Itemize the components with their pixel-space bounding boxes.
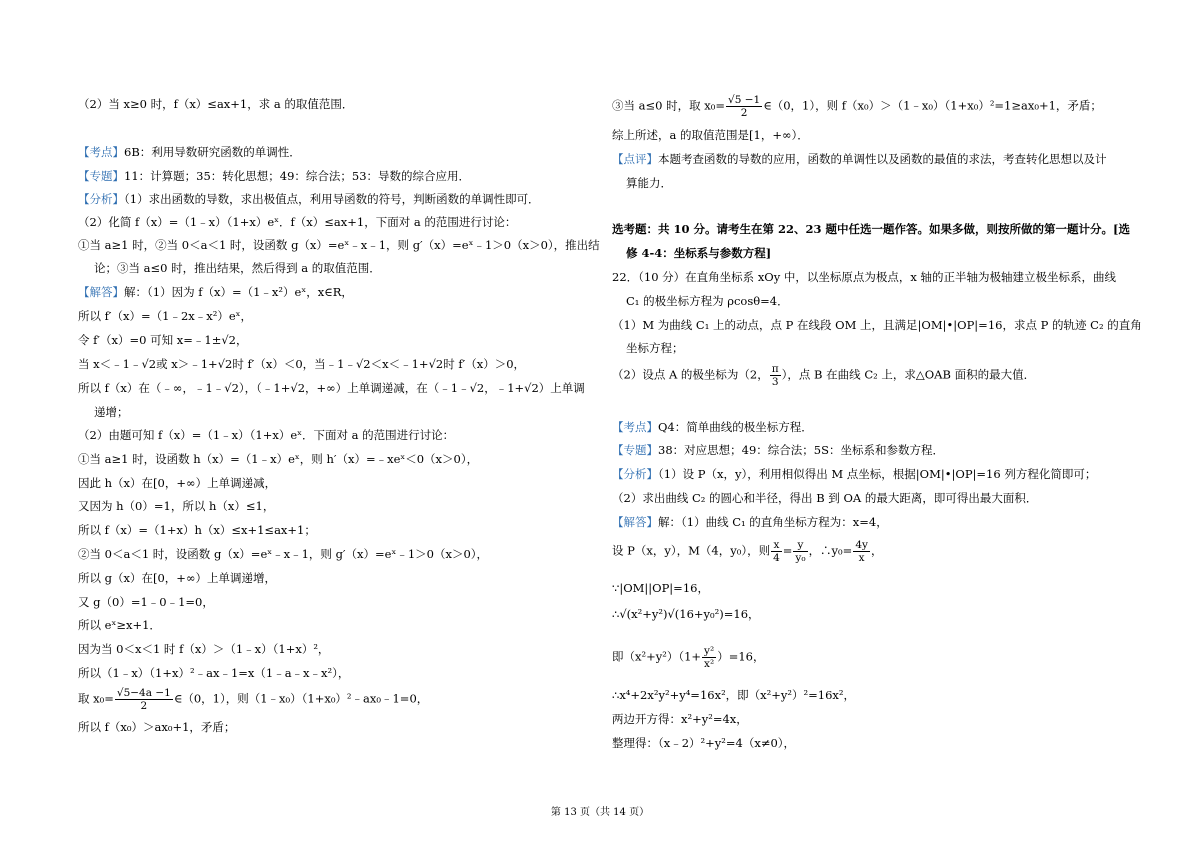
jieda-tag: 【解答】 xyxy=(78,285,124,299)
solution-line-fraction xyxy=(78,687,428,712)
question-2-text: （2）当 x≥0 时，f（x）≤ax+1，求 a 的取值范围． xyxy=(78,97,354,111)
fenxi-text-3: ①当 a≥1 时，②当 0＜a＜1 时，设函数 g（x）=eˣ﹣x﹣1，则 g′（x）=eˣ﹣1＞0（x＞0），推出结 xyxy=(78,238,600,252)
fraction-denominator: 4 xyxy=(773,552,780,564)
fraction-numerator: √5 −1 xyxy=(728,94,761,106)
kaodian-line xyxy=(612,420,813,434)
fraction-denominator: 2 xyxy=(140,700,148,712)
jieda-line xyxy=(78,285,353,299)
text-segment: ③当 a≤0 时，取 x₀= xyxy=(612,98,726,113)
fraction-denominator: y₀ xyxy=(795,552,806,564)
fenxi-text-1: （1）求出函数的导数，求出极值点，利用导函数的符号，判断函数的单调性即可． xyxy=(124,192,540,206)
text-segment: ∈（0，1），则 f（x₀）＞（1﹣x₀）（1+x₀）²=1≥ax₀+1，矛盾； xyxy=(763,98,1102,113)
kaodian-text: 6B：利用导数研究函数的单调性． xyxy=(124,145,301,159)
solution-line: ∴√(x²+y²)√(16+y₀²)=16， xyxy=(612,607,760,621)
solution-line: 又因为 h（0）=1，所以 h（x）≤1， xyxy=(78,499,275,513)
text-segment: ，∴y₀= xyxy=(808,543,853,558)
solution-line: 所以 eˣ≥x+1． xyxy=(78,618,161,632)
solution-line: 又 g（0）=1﹣0﹣1=0， xyxy=(78,595,214,609)
fraction xyxy=(770,363,781,388)
fraction-denominator: x² xyxy=(704,658,715,670)
zhuanti-line xyxy=(78,169,470,183)
solution-line: 两边开方得：x²+y²=4x， xyxy=(612,712,748,726)
solution-line: 整理得：（x﹣2）²+y²=4（x≠0）， xyxy=(612,736,796,750)
kaodian-tag: 【考点】 xyxy=(78,145,124,159)
solution-line: 所以 f′（x）=（1﹣2x﹣x²）eˣ， xyxy=(78,309,253,323)
zhuanti-tag: 【专题】 xyxy=(612,443,658,457)
solution-line: 因此 h（x）在[0，+∞）上单调递减， xyxy=(78,476,277,490)
zhuanti-tag: 【专题】 xyxy=(78,169,124,183)
dianping-line xyxy=(612,152,1107,166)
elective-heading-1: 选考题：共 10 分。请考生在第 22、23 题中任选一题作答。如果多做，则按所做的第一题计分。[选 xyxy=(612,222,1130,236)
fenxi-text-2: （2）化简 f（x）=（1﹣x）（1+x）eˣ．f（x）≤ax+1，下面对 a 的范围进行讨论： xyxy=(78,215,517,229)
fenxi-text-1: （1）设 P（x，y），利用相似得出 M 点坐标，根据|OM|•|OP|=16 列方程化简即可； xyxy=(658,467,1097,481)
solution-line-fractions xyxy=(612,539,882,564)
question-22-part1: 坐标方程； xyxy=(626,341,684,355)
text-segment: 即（x²+y²）（1+ xyxy=(612,649,702,664)
solution-line: ①当 a≥1 时，设函数 h（x）=（1﹣x）eˣ，则 h′（x）=﹣xeˣ＜0（x＞0）， xyxy=(78,452,479,466)
text-segment: 取 x₀= xyxy=(78,691,114,706)
kaodian-tag: 【考点】 xyxy=(612,420,658,434)
text-segment: ），点 B 在曲线 C₂ 上，求△OAB 面积的最大值． xyxy=(781,367,1036,382)
fenxi-text-4: 论；③当 a≤0 时，推出结果，然后得到 a 的取值范围． xyxy=(94,261,381,275)
fraction xyxy=(726,94,762,119)
fraction-numerator: 4y xyxy=(855,539,868,551)
solution-line: 当 x＜﹣1﹣√2或 x＞﹣1+√2时 f′（x）＜0，当﹣1﹣√2＜x＜﹣1+√2时 f′（x）＞0， xyxy=(78,357,526,371)
fraction-denominator: 2 xyxy=(740,107,748,119)
jieda-text-1: 解：（1）曲线 C₁ 的直角坐标方程为：x=4， xyxy=(658,515,888,529)
dianping-tag: 【点评】 xyxy=(612,152,658,166)
case-3-line xyxy=(612,94,1102,119)
dianping-text-1: 本题考查函数的导数的应用，函数的单调性以及函数的最值的求法，考查转化思想以及计 xyxy=(658,152,1107,166)
kaodian-line xyxy=(78,145,301,159)
fraction xyxy=(793,539,807,564)
fraction xyxy=(702,645,716,670)
fraction-numerator: y² xyxy=(704,645,715,657)
solution-line: ②当 0＜a＜1 时，设函数 g（x）=eˣ﹣x﹣1，则 g′（x）=eˣ﹣1＞0（x＞0）， xyxy=(78,547,489,561)
solution-line-fraction xyxy=(612,645,764,670)
solution-line: 所以（1﹣x）（1+x）²﹣ax﹣1=x（1﹣a﹣x﹣x²）， xyxy=(78,666,350,680)
fraction xyxy=(115,687,173,712)
fraction-numerator: y xyxy=(793,539,807,552)
text-segment: ）=16， xyxy=(717,649,765,664)
zhuanti-text: 11：计算题；35：转化思想；49：综合法；53：导数的综合应用． xyxy=(124,169,471,183)
solution-line: 所以 f（x）=（1+x）h（x）≤x+1≤ax+1； xyxy=(78,523,316,537)
solution-line: 所以 f（x）在（﹣∞，﹣1﹣√2），（﹣1+√2，+∞）上单调递减，在（﹣1﹣√2，﹣1+√2）上单调 xyxy=(78,381,585,395)
question-22-text: 22．（10 分）在直角坐标系 xOy 中，以坐标原点为极点，x 轴的正半轴为极轴建立极坐标系，曲线 xyxy=(612,270,1117,284)
solution-line: 因为当 0＜x＜1 时 f（x）＞（1﹣x）（1+x）²， xyxy=(78,642,330,656)
fraction xyxy=(853,539,870,564)
solution-line: ∵|OM||OP|=16， xyxy=(612,581,709,595)
fraction-numerator: √5−4a −1 xyxy=(116,687,171,699)
jieda-tag: 【解答】 xyxy=(612,515,658,529)
page-footer: 第 13 页（共 14 页） xyxy=(550,807,650,818)
solution-line: 递增； xyxy=(94,405,129,419)
text-segment: ， xyxy=(870,543,883,558)
conclusion-line: 综上所述，a 的取值范围是[1，+∞）． xyxy=(612,128,809,142)
fenxi-text-2: （2）求出曲线 C₂ 的圆心和半径，得出 B 到 OA 的最大距离，即可得出最大面积． xyxy=(612,491,1038,505)
text-segment: = xyxy=(782,543,793,558)
zhuanti-text: 38：对应思想；49：综合法；5S：坐标系和参数方程． xyxy=(658,443,944,457)
fraction-numerator: x xyxy=(771,539,782,552)
fenxi-tag: 【分析】 xyxy=(612,467,658,481)
solution-line: （2）由题可知 f（x）=（1﹣x）（1+x）eˣ．下面对 a 的范围进行讨论： xyxy=(78,428,455,442)
question-22-text: C₁ 的极坐标方程为 ρcosθ=4． xyxy=(626,294,789,308)
fraction-denominator: 3 xyxy=(771,376,779,388)
fraction xyxy=(771,539,782,564)
jieda-line xyxy=(612,515,888,529)
solution-line: 令 f′（x）=0 可知 x=﹣1±√2， xyxy=(78,333,248,347)
elective-heading-2: 修 4-4：坐标系与参数方程] xyxy=(626,246,772,260)
text-segment: 设 P（x，y），M（4，y₀），则 xyxy=(612,543,771,558)
fraction-numerator: π xyxy=(771,363,779,375)
kaodian-text: Q4：简单曲线的极坐标方程． xyxy=(658,420,813,434)
fenxi-line xyxy=(78,192,540,206)
text-segment: ∈（0，1），则（1﹣x₀）（1+x₀）²﹣ax₀﹣1=0， xyxy=(173,691,429,706)
fenxi-line xyxy=(612,467,1096,481)
fraction-denominator: x xyxy=(858,552,865,564)
text-segment: （2）设点 A 的极坐标为（2， xyxy=(612,367,769,382)
jieda-text-1: 解：（1）因为 f（x）=（1﹣x²）eˣ，x∈R， xyxy=(124,285,353,299)
solution-line: 所以 f（x₀）＞ax₀+1，矛盾； xyxy=(78,720,236,734)
question-22-part1: （1）M 为曲线 C₁ 上的动点，点 P 在线段 OM 上，且满足|OM|•|OP|=16，求点 P 的轨迹 C₂ 的直角 xyxy=(612,318,1142,332)
solution-line: ∴x⁴+2x²y²+y⁴=16x²，即（x²+y²）²=16x²， xyxy=(612,688,855,702)
zhuanti-line xyxy=(612,443,944,457)
fenxi-tag: 【分析】 xyxy=(78,192,124,206)
solution-line: 所以 g（x）在[0，+∞）上单调递增， xyxy=(78,571,277,585)
dianping-text-2: 算能力． xyxy=(626,176,672,190)
question-22-part2 xyxy=(612,363,1035,388)
